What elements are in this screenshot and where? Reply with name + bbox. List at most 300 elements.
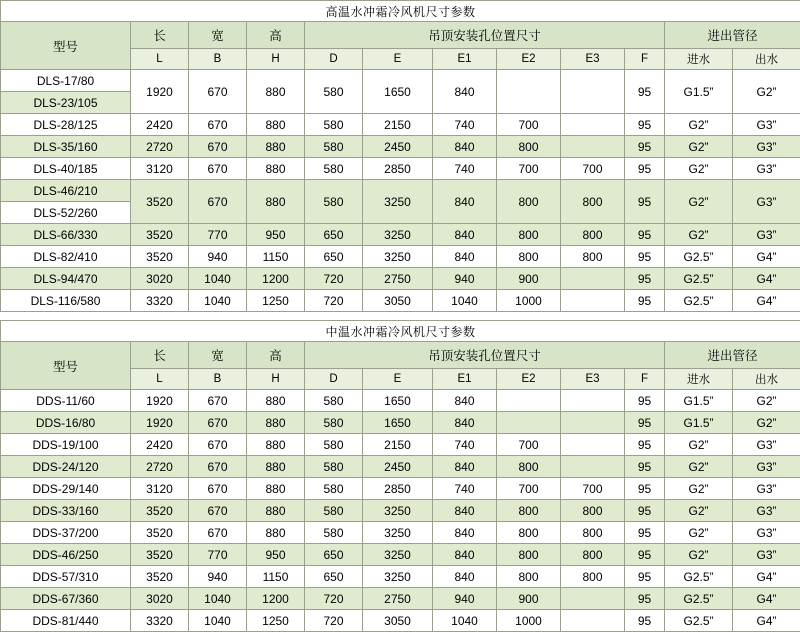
cell-model: DLS-66/330 [1,224,131,246]
cell-B: 1040 [189,268,247,290]
cell-D: 580 [305,114,363,136]
cell-F: 95 [625,390,665,412]
cell-E1: 740 [433,478,497,500]
cell-B: 670 [189,456,247,478]
cell-B: 670 [189,70,247,114]
cell-D: 580 [305,70,363,114]
cell-E2 [497,412,561,434]
cell-E3: 800 [561,224,625,246]
cell-E: 2150 [363,114,433,136]
cell-E: 1650 [363,70,433,114]
cell-F: 95 [625,136,665,158]
cell-L: 1920 [131,412,189,434]
cell-B: 670 [189,434,247,456]
cell-E3 [561,70,625,114]
cell-E3: 800 [561,246,625,268]
cell-outlet: G3” [733,456,800,478]
cell-model: DDS-16/80 [1,412,131,434]
header-F: F [625,49,665,70]
cell-E1: 840 [433,566,497,588]
cell-inlet: G2” [665,434,733,456]
cell-E: 3250 [363,566,433,588]
cell-D: 720 [305,268,363,290]
cell-E2: 700 [497,158,561,180]
cell-D: 720 [305,588,363,610]
spec-table-block [0,0,800,312]
cell-outlet: G4” [733,246,800,268]
cell-E2: 1000 [497,610,561,632]
header-F: F [625,369,665,390]
cell-B: 670 [189,478,247,500]
cell-F: 95 [625,180,665,224]
cell-inlet: G2.5” [665,246,733,268]
cell-D: 580 [305,158,363,180]
cell-B: 670 [189,390,247,412]
cell-inlet: G2” [665,136,733,158]
header-inlet: 进水 [665,49,733,70]
cell-F: 95 [625,566,665,588]
cell-inlet: G1.5” [665,70,733,114]
cell-E2: 900 [497,268,561,290]
cell-outlet: G4” [733,588,800,610]
cell-B: 770 [189,224,247,246]
header-E2: E2 [497,49,561,70]
table-row [1,158,800,180]
cell-H: 880 [247,412,305,434]
table-gap [0,312,800,320]
table-title-row [1,1,800,22]
cell-inlet: G2” [665,180,733,224]
cell-E1: 840 [433,224,497,246]
header-row-main [1,22,800,49]
cell-E3 [561,390,625,412]
table-row [1,268,800,290]
cell-E3 [561,456,625,478]
header-width: 宽 [189,22,247,49]
cell-F: 95 [625,290,665,312]
cell-E2: 800 [497,136,561,158]
cell-E: 1650 [363,412,433,434]
cell-E: 2850 [363,478,433,500]
header-pipe-diameter: 进出管径 [665,22,800,49]
cell-L: 3120 [131,478,189,500]
cell-L: 3020 [131,588,189,610]
cell-B: 670 [189,500,247,522]
cell-model: DDS-57/310 [1,566,131,588]
header-L: L [131,369,189,390]
cell-H: 1150 [247,566,305,588]
cell-H: 880 [247,70,305,114]
cell-model: DDS-19/100 [1,434,131,456]
cell-E2: 800 [497,544,561,566]
cell-model: DLS-35/160 [1,136,131,158]
cell-E2 [497,70,561,114]
spec-table [0,320,800,632]
cell-E2: 800 [497,224,561,246]
cell-model: DLS-28/125 [1,114,131,136]
cell-L: 3520 [131,500,189,522]
cell-E: 2750 [363,588,433,610]
cell-E: 2450 [363,136,433,158]
table-row [1,588,800,610]
cell-H: 880 [247,456,305,478]
cell-inlet: G2” [665,500,733,522]
cell-inlet: G2.5” [665,290,733,312]
cell-E3 [561,114,625,136]
cell-E1: 840 [433,412,497,434]
header-pipe-diameter: 进出管径 [665,342,800,369]
cell-inlet: G2” [665,224,733,246]
cell-model: DDS-11/60 [1,390,131,412]
table-title-row [1,321,800,342]
cell-outlet: G3” [733,522,800,544]
table-row [1,456,800,478]
cell-E2: 800 [497,456,561,478]
cell-E3 [561,434,625,456]
cell-E3: 800 [561,544,625,566]
cell-B: 1040 [189,588,247,610]
cell-L: 3020 [131,268,189,290]
cell-inlet: G2” [665,114,733,136]
table-row [1,246,800,268]
table-row [1,434,800,456]
cell-outlet: G3” [733,500,800,522]
cell-H: 1200 [247,268,305,290]
cell-E: 3250 [363,180,433,224]
cell-E1: 840 [433,70,497,114]
cell-D: 580 [305,522,363,544]
cell-outlet: G4” [733,290,800,312]
cell-B: 940 [189,246,247,268]
cell-H: 880 [247,158,305,180]
cell-E2: 800 [497,566,561,588]
cell-E2: 700 [497,114,561,136]
cell-D: 720 [305,610,363,632]
cell-model: DDS-37/200 [1,522,131,544]
cell-outlet: G2” [733,70,800,114]
cell-E1: 740 [433,114,497,136]
cell-H: 1250 [247,290,305,312]
cell-L: 3520 [131,180,189,224]
cell-model: DLS-23/105 [1,92,131,114]
cell-D: 650 [305,224,363,246]
cell-inlet: G2” [665,158,733,180]
spec-table [0,0,800,312]
cell-outlet: G2” [733,390,800,412]
cell-B: 1040 [189,610,247,632]
cell-E3 [561,588,625,610]
cell-L: 2420 [131,434,189,456]
cell-L: 2420 [131,114,189,136]
header-outlet: 出水 [733,369,800,390]
cell-model: DLS-52/260 [1,202,131,224]
cell-E1: 1040 [433,610,497,632]
cell-outlet: G3” [733,478,800,500]
cell-E1: 840 [433,390,497,412]
cell-H: 1200 [247,588,305,610]
cell-E1: 840 [433,544,497,566]
cell-outlet: G3” [733,180,800,224]
header-D: D [305,49,363,70]
header-B: B [189,49,247,70]
cell-model: DDS-81/440 [1,610,131,632]
cell-inlet: G2.5” [665,588,733,610]
cell-F: 95 [625,434,665,456]
header-H: H [247,369,305,390]
cell-E1: 840 [433,180,497,224]
table-row [1,224,800,246]
cell-D: 580 [305,412,363,434]
cell-E2: 1000 [497,290,561,312]
cell-D: 720 [305,290,363,312]
cell-F: 95 [625,500,665,522]
cell-D: 580 [305,456,363,478]
cell-F: 95 [625,114,665,136]
cell-E3: 800 [561,500,625,522]
cell-inlet: G1.5” [665,390,733,412]
cell-E1: 740 [433,158,497,180]
cell-model: DDS-29/140 [1,478,131,500]
cell-B: 670 [189,158,247,180]
cell-D: 580 [305,478,363,500]
cell-outlet: G3” [733,114,800,136]
cell-E2: 800 [497,180,561,224]
table-title: 中温水冲霜冷风机尺寸参数 [1,321,800,342]
header-D: D [305,369,363,390]
cell-model: DDS-67/360 [1,588,131,610]
cell-E: 1650 [363,390,433,412]
cell-outlet: G4” [733,268,800,290]
cell-outlet: G3” [733,224,800,246]
cell-E2: 700 [497,434,561,456]
cell-L: 3120 [131,158,189,180]
cell-model: DLS-94/470 [1,268,131,290]
cell-E1: 840 [433,500,497,522]
header-model: 型号 [1,342,131,390]
cell-D: 580 [305,434,363,456]
table-row [1,70,800,92]
cell-model: DLS-82/410 [1,246,131,268]
cell-D: 650 [305,566,363,588]
cell-D: 580 [305,136,363,158]
header-E2: E2 [497,369,561,390]
cell-B: 670 [189,114,247,136]
cell-F: 95 [625,412,665,434]
table-row [1,412,800,434]
cell-inlet: G2” [665,522,733,544]
header-E: E [363,49,433,70]
table-row [1,610,800,632]
cell-E2: 800 [497,500,561,522]
cell-model: DLS-116/580 [1,290,131,312]
header-mount-hole: 吊顶安装孔位置尺寸 [305,22,665,49]
cell-F: 95 [625,478,665,500]
cell-E1: 940 [433,268,497,290]
cell-H: 880 [247,434,305,456]
cell-H: 880 [247,478,305,500]
cell-E2: 900 [497,588,561,610]
table-row [1,544,800,566]
cell-E: 2150 [363,434,433,456]
cell-L: 3520 [131,544,189,566]
cell-E2: 700 [497,478,561,500]
cell-inlet: G2” [665,456,733,478]
cell-B: 670 [189,136,247,158]
cell-E: 2450 [363,456,433,478]
cell-E3: 700 [561,158,625,180]
cell-L: 3320 [131,290,189,312]
header-length: 长 [131,342,189,369]
table-row [1,522,800,544]
cell-H: 880 [247,390,305,412]
cell-E: 3250 [363,224,433,246]
cell-D: 650 [305,246,363,268]
cell-E: 3050 [363,290,433,312]
header-inlet: 进水 [665,369,733,390]
cell-L: 1920 [131,70,189,114]
cell-model: DDS-33/160 [1,500,131,522]
cell-F: 95 [625,544,665,566]
cell-L: 3520 [131,224,189,246]
cell-L: 2720 [131,456,189,478]
cell-outlet: G3” [733,158,800,180]
cell-H: 1150 [247,246,305,268]
cell-E1: 840 [433,522,497,544]
header-model: 型号 [1,22,131,70]
cell-model: DDS-24/120 [1,456,131,478]
cell-L: 3520 [131,246,189,268]
cell-H: 880 [247,500,305,522]
header-B: B [189,369,247,390]
cell-outlet: G2” [733,412,800,434]
cell-E1: 1040 [433,290,497,312]
cell-H: 880 [247,180,305,224]
cell-inlet: G2.5” [665,566,733,588]
table-row [1,390,800,412]
cell-E2: 800 [497,522,561,544]
cell-E: 3250 [363,544,433,566]
header-E3: E3 [561,49,625,70]
cell-E2: 800 [497,246,561,268]
cell-model: DDS-46/250 [1,544,131,566]
cell-L: 3520 [131,566,189,588]
cell-model: DLS-40/185 [1,158,131,180]
cell-H: 880 [247,136,305,158]
spec-table-block [0,320,800,632]
cell-E: 3250 [363,522,433,544]
cell-E: 3250 [363,246,433,268]
table-row [1,290,800,312]
header-height: 高 [247,342,305,369]
cell-E: 3050 [363,610,433,632]
cell-outlet: G4” [733,566,800,588]
cell-E3 [561,412,625,434]
cell-D: 580 [305,390,363,412]
cell-H: 880 [247,114,305,136]
cell-E3: 700 [561,478,625,500]
cell-E3 [561,290,625,312]
cell-inlet: G2” [665,478,733,500]
header-outlet: 出水 [733,49,800,70]
cell-F: 95 [625,158,665,180]
cell-F: 95 [625,224,665,246]
table-row [1,478,800,500]
cell-E3 [561,610,625,632]
table-title: 高温水冲霜冷风机尺寸参数 [1,1,800,22]
cell-B: 670 [189,180,247,224]
table-row [1,500,800,522]
cell-H: 950 [247,224,305,246]
cell-inlet: G2.5” [665,268,733,290]
table-row [1,180,800,202]
cell-E3 [561,136,625,158]
header-H: H [247,49,305,70]
cell-B: 770 [189,544,247,566]
cell-inlet: G2.5” [665,610,733,632]
cell-model: DLS-46/210 [1,180,131,202]
cell-F: 95 [625,588,665,610]
cell-L: 3320 [131,610,189,632]
cell-outlet: G4” [733,610,800,632]
cell-H: 950 [247,544,305,566]
cell-E3: 800 [561,566,625,588]
cell-F: 95 [625,268,665,290]
cell-F: 95 [625,456,665,478]
table-row [1,136,800,158]
header-width: 宽 [189,342,247,369]
cell-B: 940 [189,566,247,588]
cell-B: 1040 [189,290,247,312]
header-length: 长 [131,22,189,49]
cell-E2 [497,390,561,412]
cell-F: 95 [625,522,665,544]
cell-L: 2720 [131,136,189,158]
cell-E1: 840 [433,246,497,268]
cell-E1: 740 [433,434,497,456]
cell-inlet: G2” [665,544,733,566]
table-row [1,114,800,136]
table-row [1,566,800,588]
cell-H: 1250 [247,610,305,632]
cell-outlet: G3” [733,434,800,456]
cell-E3 [561,268,625,290]
cell-E3: 800 [561,522,625,544]
cell-E: 2850 [363,158,433,180]
cell-H: 880 [247,522,305,544]
cell-model: DLS-17/80 [1,70,131,92]
cell-L: 1920 [131,390,189,412]
cell-E1: 840 [433,136,497,158]
header-L: L [131,49,189,70]
cell-B: 670 [189,412,247,434]
cell-F: 95 [625,70,665,114]
cell-F: 95 [625,610,665,632]
cell-D: 650 [305,544,363,566]
cell-D: 580 [305,500,363,522]
cell-E1: 940 [433,588,497,610]
header-E3: E3 [561,369,625,390]
cell-E1: 840 [433,456,497,478]
cell-F: 95 [625,246,665,268]
header-E: E [363,369,433,390]
cell-L: 3520 [131,522,189,544]
header-E1: E1 [433,49,497,70]
cell-outlet: G3” [733,544,800,566]
header-row-main [1,342,800,369]
cell-B: 670 [189,522,247,544]
cell-outlet: G3” [733,136,800,158]
cell-E: 2750 [363,268,433,290]
